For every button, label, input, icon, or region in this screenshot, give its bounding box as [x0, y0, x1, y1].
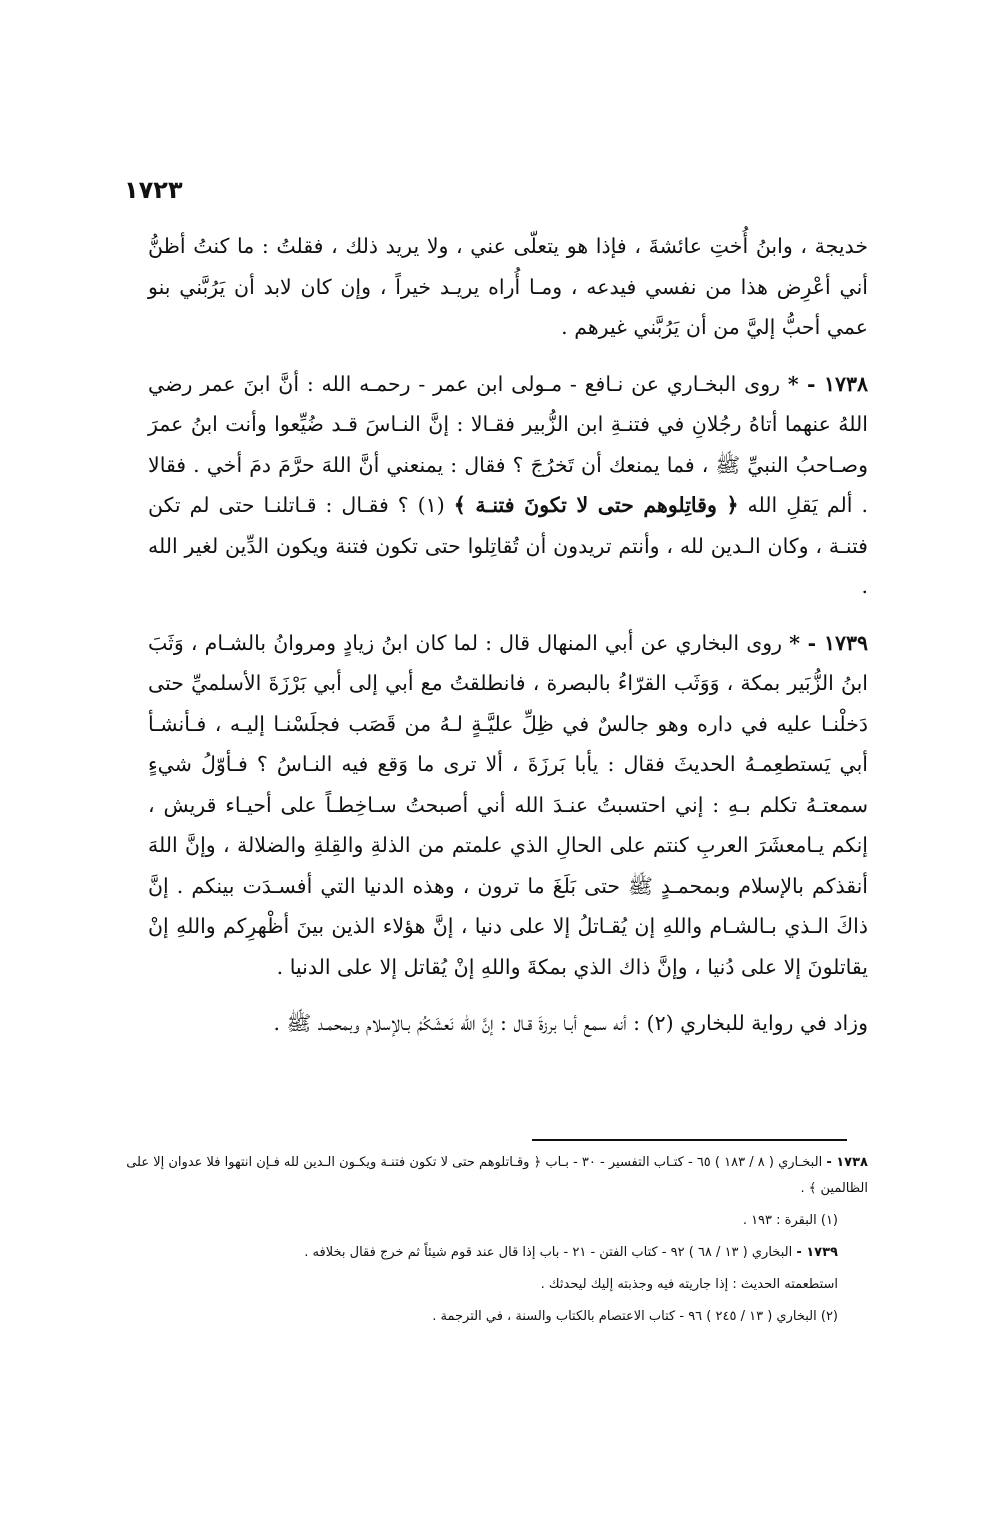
note-number-1738: ١٧٣٨ -	[826, 1155, 868, 1170]
page-number: ١٧٢٣	[124, 176, 183, 204]
footnote-divider	[532, 1139, 847, 1141]
gloss: استطعمته الحديث : إذا جاريته فيه وجذبته إليك ليحدثك .	[540, 1277, 838, 1292]
note-1738-text: البخـاري ( ٨ / ١٨٣ ) ٦٥ - كتـاب التفسير - ٣٠ - بـاب ﴿ وقـاتلوهم حتى لا تكون فتنـة ويكـون الـدين لله فـإن انتهوا فلا عدوان إلا على الظالمين ﴾ .	[126, 1155, 868, 1196]
hadith-number-1739: ١٧٣٩ - *	[789, 630, 868, 655]
additional-narration: وزاد في رواية للبخاري (٢) : أنه سمع أبـا برزةَ قـال : إنَّ الله نَعشَكُمْ بـالإسلام وبمحمـد ﷺ .	[273, 1011, 868, 1035]
hadith-1739	[148, 623, 868, 988]
hadith-1738-text-a: روى البخـاري عن نـافع - مـولى ابن عمر - رحمـه الله : أنَّ ابنَ عمر رضي اللهُ عنهما أتاهُ رجُلانِ في فتنـةِ ابن الزُّبير فقـالا : إنَّ النـاسَ قـد ضُيِّعوا وأنت ابنُ عمرَ وصـاحبُ النبيِّ ﷺ ، فما يمنعك أن تَخرُجَ ؟ فقال : يمنعني أنَّ اللهَ حرَّمَ دمَ أخي . فقالا . ألم يَقلِ الله	[148, 371, 868, 517]
hadith-1738	[148, 364, 868, 607]
quran-quote: ﴿ وقاتِلوهم حتى لا تكونَ فتنـة ﴾	[453, 493, 739, 517]
note-1739-text: البخاري ( ١٣ / ٦٨ ) ٩٢ - كتاب الفتن - ٢١ - باب إذا قال عند قوم شيئاً ثم خرج فقال بخلافه .	[304, 1245, 797, 1260]
hadith-1738-text-b: (١) ؟ فقـال : قـاتلنـا حتى لم تكن فتنـة ، وكان الـدين لله ، وأنتم تريدون أن تُقاتِلوا حتى تكون فتنة ويكون الدِّين لغير الله .	[148, 493, 868, 598]
hadith-1739-text: روى البخاري عن أبي المنهال قال : لما كان ابنُ زيادٍ ومروانُ بالشـام ، وَثَبَ ابنُ الزُّبَير بمكة ، وَوَثَب القرّاءُ بالبصرة ، فانطلقتُ مع أبي إلى أبي بَرْزَةَ الأسلميِّ حتى دَخلْنـا عليه في داره وهو جالسٌ في ظِلِّ عليَّـةٍ لـهُ من قَصَب فجلَسْنـا إليـه ، فـأنشـأ أبي يَستطعِمـهُ الحديثَ فقال : يأبا بَرزَةَ ، ألا ترى ما وَقع فيه النـاسُ ؟ فـأوّلُ شيءٍ سمعتـهُ تكلم بـهِ : إني احتسبتُ عنـدَ الله أني أصبحتُ سـاخِطـاً على أحيـاء قريش ، إنكم يـامعشَرَ العربِ كنتم على الحالِ الذي علمتم من الذلةِ والقِلةِ والضلالة ، وإنَّ اللهَ أنقذكم بالإسلام وبمحمـدٍ ﷺ حتى بَلَغَ ما ترون ، وهذه الدنيا التي أفسـدَت بينكم . إنَّ ذاكَ الـذي بـالشـام واللهِ إن يُقـاتلُ إلا على دنيا ، إنَّ هؤلاء الذين بينَ أظْهرِكم واللهِ إنْ يقاتلونَ إلا على دُنيا ، وإنَّ ذاك الذي بمكةَ واللهِ إنْ يُقاتل إلا على الدنيا .	[148, 630, 868, 979]
hadith-number-1738: ١٧٣٨ - *	[787, 371, 868, 396]
footnote-1: (١) البقرة : ١٩٣ .	[742, 1213, 838, 1228]
footnotes	[120, 1150, 868, 1336]
main-text	[148, 226, 868, 1060]
note-1739	[120, 1240, 868, 1266]
note-number-1739: ١٧٣٩ -	[796, 1245, 838, 1260]
paragraph-continuation: خديجة ، وابنُ أُختِ عائشةَ ، فإذا هو يتعلّى عني ، ولا يريد ذلك ، فقلتُ : ما كنتُ أظنُّ أني أعْرِض هذا من نفسي فيدعه ، ومـا أُراه يريـد خيراً ، وإن كان لابد أن يَرُبَّني بنو عمي أحبُّ إليَّ من أن يَرُبَّني غيرهم .	[148, 234, 868, 339]
note-1738	[120, 1150, 868, 1202]
footnote-2: (٢) البخاري ( ١٣ / ٢٤٥ ) ٩٦ - كتاب الاعتصام بالكتاب والسنة ، في الترجمة .	[432, 1309, 838, 1324]
